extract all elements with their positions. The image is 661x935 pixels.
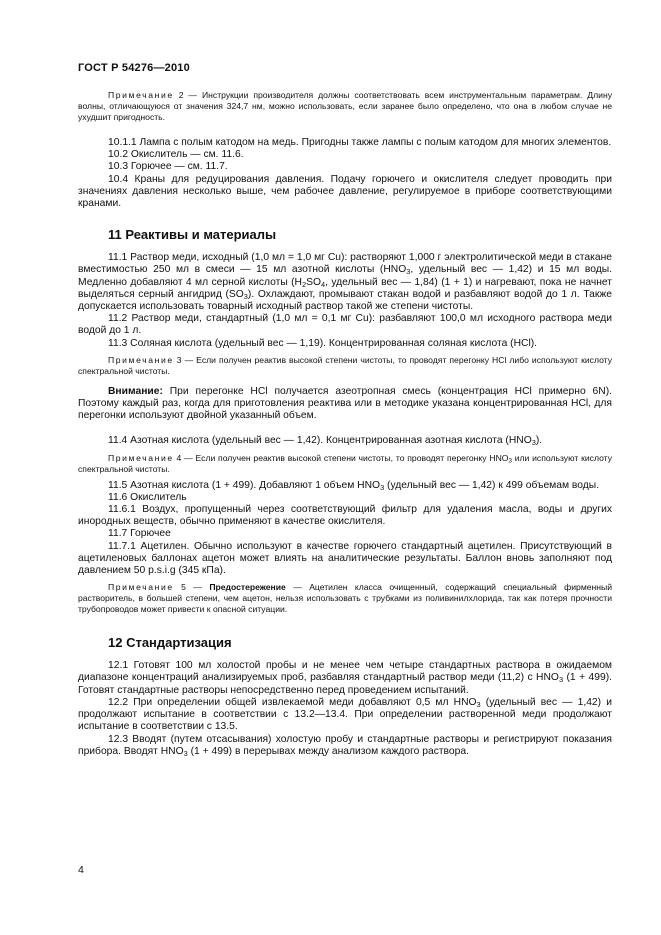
paragraph-11-5: 11.5 Азотная кислота (1 + 499). Добавляют 1 объем $HNO_3$ (удельный вес — 1,42) к 499 объемам воды. [108, 479, 600, 492]
paragraph-10-2: 10.2 Окислитель — см. 11.6. [108, 149, 244, 161]
note-text: 3 — Если получен реактив высокой степени чистоты, то проводят перегонку HCl либо используют кислоту спектральной чистоты. [78, 354, 612, 376]
paragraph-11-4: 11.4 Азотная кислота (удельный вес — 1,42). Концентрированная азотная кислота $(HNO_3)$. [108, 435, 543, 448]
note-text: 2 — Инструкции производителя должны соответствовать всем инструментальным параметрам. Длину волны, отличающуюся от значения 324,7 нм, можно использовать, если заранее было определено, что она в любом случае не ухудшит пригодность. [78, 90, 612, 122]
warning-label: Внимание: [108, 385, 163, 397]
paragraph-11-3: 11.3 Соляная кислота (удельный вес — 1,19). Концентрированная соляная кислота (HCl). [108, 337, 538, 349]
note-2 [78, 90, 612, 123]
page-body [78, 90, 612, 758]
note-5: Примечание 5 — Предостережение — Ацетилен класса очищенный, содержащий специальный фирменный растворитель, в большей степени, чем ацетон, нельзя использовать с трубками из поливинилхлорида, так как потеря прочности трубопроводов может привести к опасной ситуации. [78, 582, 612, 615]
paragraph-11-6: 11.6 Окислитель [108, 491, 187, 503]
section-12-heading: 12 Стандартизация [108, 635, 232, 651]
paragraph-10-3: 10.3 Горючее — см. 11.7. [108, 161, 228, 173]
paragraph-11-7: 11.7 Горючее [108, 528, 171, 540]
paragraph-11-7-1: 11.7.1 Ацетилен. Обычно используют в качестве горючего стандартный ацетилен. Присутствующий в ацетиленовых баллонах ацетон может влиять на аналитические результаты. Баллон вновь заполняют под давлением 50 p.s.i.g (345 кПа). [78, 540, 612, 577]
note-caution: Предостережение [209, 582, 286, 593]
page-number: 4 [78, 864, 84, 876]
note-4: Примечание 4 — Если получен реактив высокой степени чистоты, то проводят перегонку $HNO_3$ или используют кислоту спектральной чистоты. [78, 452, 612, 474]
paragraph-10-4: 10.4 Краны для редуцирования давления. Подачу горючего и окислителя следует проводить при значениях давления несколько выше, чем рабочее давление, регулируемое в приборе соответствующими кранами. [78, 173, 612, 210]
paragraph-12-3: 12.3 Вводят (путем отсасывания) холостую пробу и стандартные растворы и регистрируют показания прибора. Вводят $HNO_3$ (1 + 499) в перерывах между анализом каждого раствора. [78, 733, 612, 758]
page-header: ГОСТ Р 54276—2010 [78, 62, 190, 74]
note-label: Примечание [108, 582, 174, 593]
warning-paragraph [78, 386, 612, 423]
note-label: Примечание [108, 452, 174, 463]
paragraph-12-2: 12.2 При определении общей извлекаемой меди добавляют 0,5 мл $HNO_3$ (удельный вес — 1,42) и продолжают испытание в соответствии с 13.2—13.4. При определении растворенной меди продолжают испытание в соответствии с 13.5. [78, 696, 612, 733]
section-11-heading: 11 Реактивы и материалы [108, 227, 277, 243]
note-label: Примечание [108, 354, 174, 365]
paragraph-11-1: 11.1 Раствор меди, исходный (1,0 мл = 1,0 мг Cu): растворяют 1,000 г электролитической меди в стакане вместимостью 250 мл в смеси — 15 мл азотной кислоты ($HNO_3$, удельный вес — 1,42) и 15 мл воды. Медленно добавляют 4 мл серной кислоты ($H_2SO_4$, удельный вес — 1,84) (1 + 1) и нагревают, пока не начнет выделяться серный ангидрид $(SO_3)$. Охлаждают, промывают стакан водой и разбавляют водой до 1 л. Также допускается использовать товарный исходный раствор такой же степени чистоты. [78, 252, 612, 313]
warning-text: При перегонке HCl получается азеотропная смесь (концентрация HCl примерно 6N). Поэтому каждый раз, когда для приготовления реактива или в методике указана концентрированная HCl, для перегонки используют двойной указанный объем. [78, 385, 612, 422]
paragraph-11-6-1: 11.6.1 Воздух, пропущенный через соответствующий фильтр для удаления масла, воды и других инородных веществ, обычно применяют в качестве окислителя. [78, 504, 612, 528]
paragraph-12-1: 12.1 Готовят 100 мл холостой пробы и не менее чем четыре стандартных раствора в ожидаемом диапазоне концентраций анализируемых проб, разбавляя стандартный раствор меди (11,2) с $HNO_3$ (1 + 499). Готовят стандартные растворы непосредственно перед проведением испытаний. [78, 660, 612, 696]
note-3 [78, 355, 612, 377]
paragraph-10-1-1: 10.1.1 Лампа с полым катодом на медь. Пригодны также лампы с полым катодом для многих элементов. [108, 137, 612, 148]
paragraph-11-2: 11.2 Раствор меди, стандартный (1,0 мл = 0,1 мг Cu): разбавляют 100,0 мл исходного раствора меди водой до 1 л. [78, 313, 612, 337]
note-label: Примечание [108, 90, 174, 100]
